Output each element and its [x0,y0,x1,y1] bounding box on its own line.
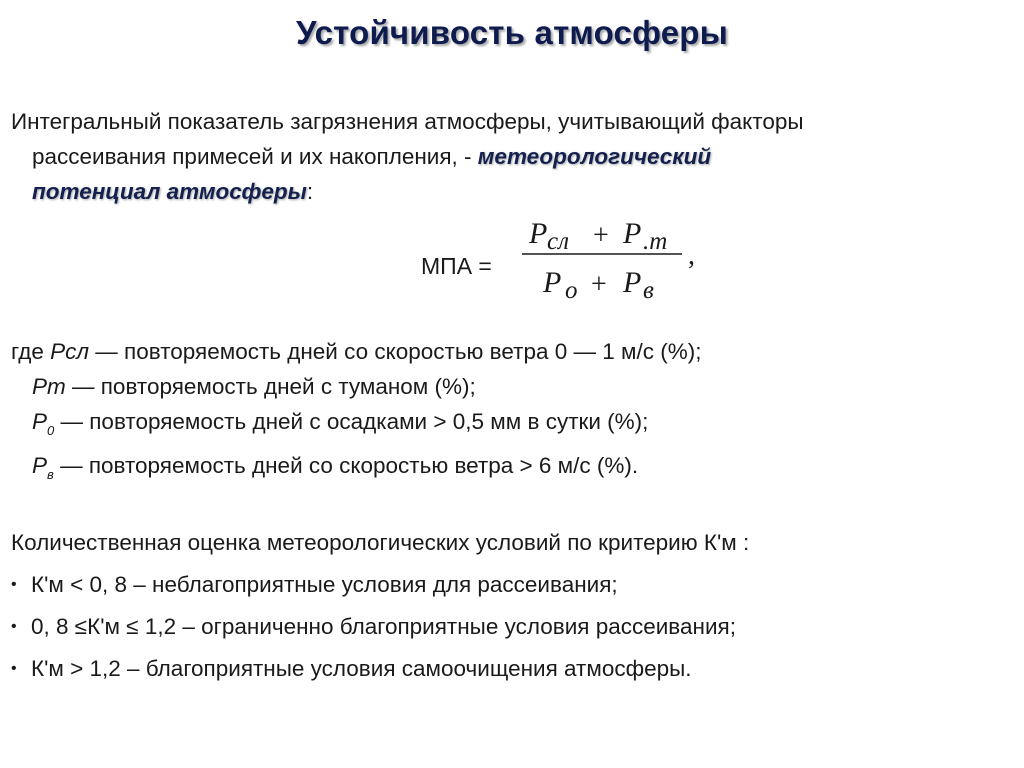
den-sub1: о [565,277,578,304]
definition-row [11,448,701,492]
symbol-p-sl: Pсл [50,339,90,364]
bullet-icon: • [11,660,17,677]
num-sub2: .т [643,228,668,255]
num-sub1: сл [547,228,569,255]
definition-row [11,369,701,404]
list-item [11,570,736,612]
definition-row [11,334,701,369]
definitions-list [11,334,701,492]
list-item-text: К'м < 0, 8 – неблагоприятные условия для рассеивания; [31,572,618,597]
num-plus: + [593,220,609,251]
den-p2: P [623,266,642,299]
den-sub2: в [643,277,654,304]
num-p2: P [623,217,642,250]
definition-text: — повторяемость дней с туманом (%); [65,374,476,399]
intro-paragraph [11,104,1011,209]
intro-line-3-suffix: : [306,179,314,204]
list-item [11,612,736,654]
symbol-p-0: P [32,409,48,434]
formula-comma: , [688,240,695,271]
intro-line-2 [11,139,1011,174]
slide-title: Устойчивость атмосферы [295,14,729,51]
definition-text: — повторяемость дней со скоростью ветра 0 — 1 м/с (%); [89,339,702,364]
definition-row [11,404,701,448]
symbol-p-0-sub: 0 [47,423,55,438]
intro-line-1: Интегральный показатель загрязнения атмосферы, учитывающий факторы [11,109,804,134]
intro-line-3 [11,174,1011,209]
den-plus: + [591,269,607,300]
assessment-title: Количественная оценка метеорологических условий по критерию К'м : [11,530,750,555]
assessment-list [11,570,736,696]
list-item-text: 0, 8 ≤К'м ≤ 1,2 – ограниченно благоприятные условия рассеивания; [31,614,736,639]
term-highlight-1: метеорологический [477,144,712,169]
num-p1: P [529,217,548,250]
definitions-prefix: где [11,339,51,364]
list-item [11,654,736,696]
formula-fraction [512,204,712,308]
bullet-icon: • [11,576,17,593]
formula-label: МПА = [421,253,492,279]
den-p1: P [543,266,562,299]
symbol-p-t: Pт [32,374,66,399]
list-item-text: К'м > 1,2 – благоприятные условия самоочищения атмосферы. [31,656,692,681]
definition-text: — повторяемость дней с осадками > 0,5 мм в сутки (%); [54,409,649,434]
definition-text: — повторяемость дней со скоростью ветра > 6 м/с (%). [53,453,639,478]
term-highlight-2: потенциал атмосферы [32,179,307,204]
bullet-icon: • [11,618,17,635]
symbol-p-v-sub: в [47,467,54,482]
symbol-p-v: P [32,453,48,478]
intro-line-2-text: рассеивания примесей и их накопления, - [32,144,478,169]
